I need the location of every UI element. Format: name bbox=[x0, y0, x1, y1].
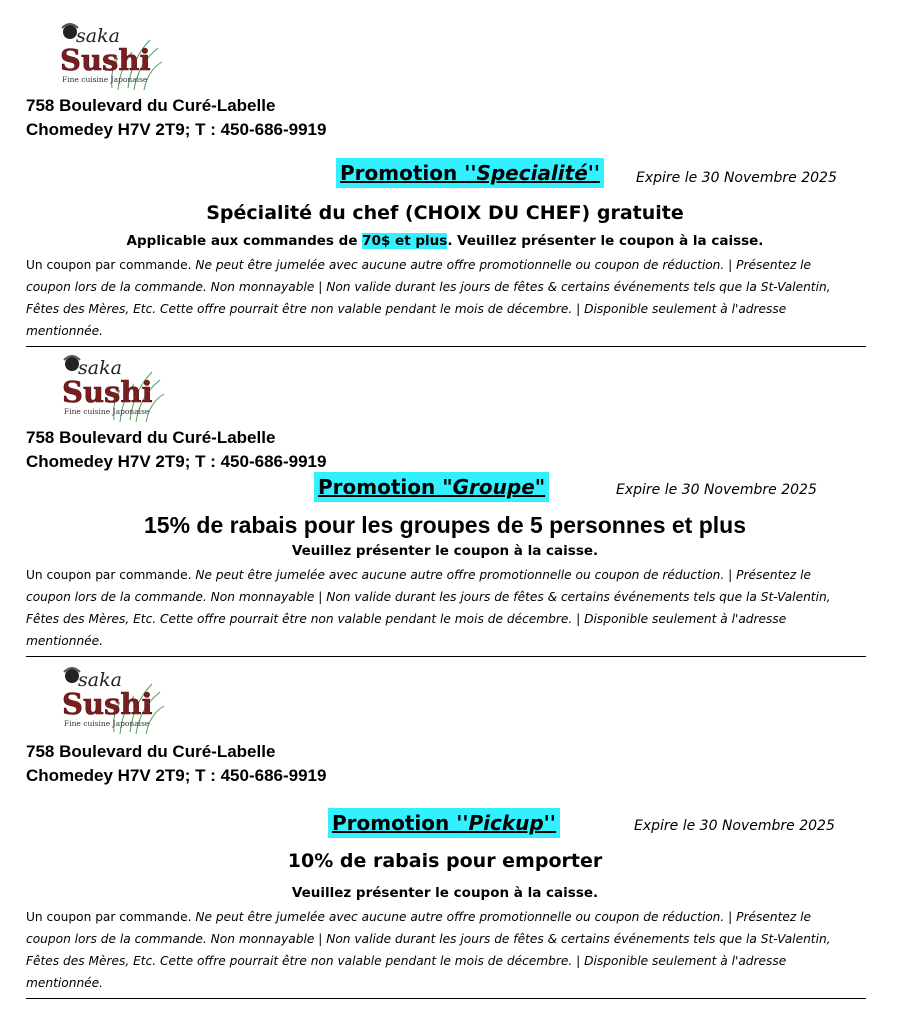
address-city-phone: Chomedey H7V 2T9; T : 450-686-9919 bbox=[26, 120, 327, 139]
promo-prefix: Promotion bbox=[332, 811, 457, 835]
address-street: 758 Boulevard du Curé-Labelle bbox=[26, 742, 276, 761]
condition-amount: 70$ et plus bbox=[362, 233, 448, 249]
coupon-divider bbox=[26, 998, 866, 999]
condition-before: Applicable aux commandes de bbox=[126, 233, 363, 249]
terms-conditions bbox=[26, 564, 856, 652]
offer-condition bbox=[0, 231, 890, 251]
terms-lead: Un coupon par commande. bbox=[26, 258, 196, 272]
coupon-specialite bbox=[0, 0, 900, 348]
terms-body: Ne peut être jumelée avec aucune autre offre promotionnelle ou coupon de réduction. | Présentez le coupon lors de la commande. Non monnayable | Non valide durant les jours de fêtes & certains événements tels que la St-Valentin, Fêtes des Mères, Etc. Cette offre pourrait être non valable pendant le mois de décembre. | Disponible seulement à l'adresse mentionnée. bbox=[26, 568, 831, 648]
promo-title bbox=[328, 808, 560, 838]
promo-name: "Groupe" bbox=[442, 475, 546, 499]
promo-name: ''Pickup'' bbox=[456, 811, 556, 835]
osaka-sushi-logo bbox=[60, 350, 170, 428]
expiry-date: Expire le 30 Novembre 2025 bbox=[634, 818, 835, 834]
restaurant-address bbox=[26, 426, 326, 474]
offer-condition: Veuillez présenter le coupon à la caisse. bbox=[291, 885, 599, 901]
offer-headline: 10% de rabais pour emporter bbox=[287, 850, 603, 872]
coupon-divider bbox=[26, 346, 866, 347]
coupon-divider bbox=[26, 656, 866, 657]
terms-conditions bbox=[26, 906, 856, 994]
restaurant-address bbox=[26, 94, 326, 142]
address-street: 758 Boulevard du Curé-Labelle bbox=[26, 428, 276, 447]
expiry-date: Expire le 30 Novembre 2025 bbox=[636, 170, 837, 186]
offer-headline: 15% de rabais pour les groupes de 5 personnes et plus bbox=[143, 512, 747, 538]
address-city-phone: Chomedey H7V 2T9; T : 450-686-9919 bbox=[26, 452, 327, 471]
coupon-pickup bbox=[0, 658, 900, 1004]
terms-body: Ne peut être jumelée avec aucune autre offre promotionnelle ou coupon de réduction. | Présentez le coupon lors de la commande. Non monnayable | Non valide durant les jours de fêtes & certains événements tels que la St-Valentin, Fêtes des Mères, Etc. Cette offre pourrait être non valable pendant le mois de décembre. | Disponible seulement à l'adresse mentionnée. bbox=[26, 910, 831, 990]
terms-lead: Un coupon par commande. bbox=[26, 568, 196, 582]
offer-condition: Veuillez présenter le coupon à la caisse. bbox=[291, 543, 599, 559]
promo-title bbox=[336, 158, 604, 188]
osaka-sushi-logo bbox=[58, 18, 168, 96]
promo-name: ''Specialité'' bbox=[464, 161, 601, 185]
condition-after: . Veuillez présenter le coupon à la caisse. bbox=[447, 233, 764, 249]
terms-lead: Un coupon par commande. bbox=[26, 910, 196, 924]
address-city-phone: Chomedey H7V 2T9; T : 450-686-9919 bbox=[26, 766, 327, 785]
coupon-groupe bbox=[0, 348, 900, 658]
offer-headline: Spécialité du chef (CHOIX DU CHEF) gratuite bbox=[206, 202, 684, 224]
expiry-date: Expire le 30 Novembre 2025 bbox=[616, 482, 817, 498]
promo-prefix: Promotion bbox=[340, 161, 465, 185]
promo-prefix: Promotion bbox=[318, 475, 443, 499]
address-street: 758 Boulevard du Curé-Labelle bbox=[26, 96, 276, 115]
restaurant-address bbox=[26, 740, 326, 788]
promo-title bbox=[314, 472, 549, 502]
terms-conditions bbox=[26, 254, 856, 342]
terms-body: Ne peut être jumelée avec aucune autre offre promotionnelle ou coupon de réduction. | Présentez le coupon lors de la commande. Non monnayable | Non valide durant les jours de fêtes & certains événements tels que la St-Valentin, Fêtes des Mères, Etc. Cette offre pourrait être non valable pendant le mois de décembre. | Disponible seulement à l'adresse mentionnée. bbox=[26, 258, 831, 338]
osaka-sushi-logo bbox=[60, 662, 170, 740]
